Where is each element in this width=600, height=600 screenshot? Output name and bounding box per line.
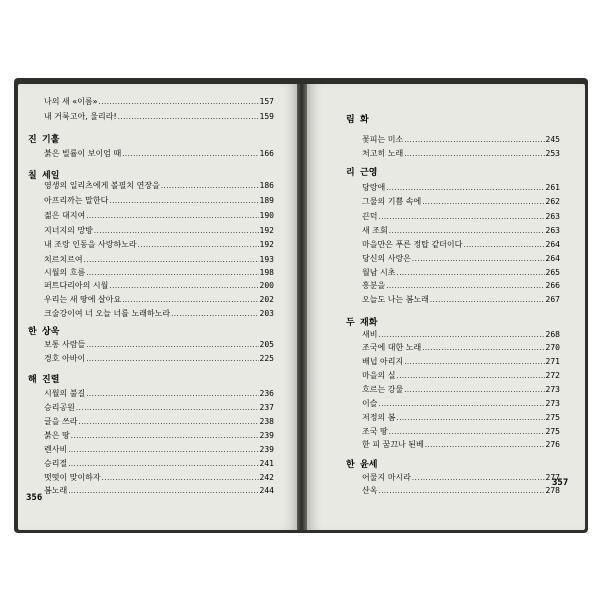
toc-entry-title: 경호 아바이: [44, 354, 86, 363]
section-author: 세일: [42, 171, 60, 181]
toc-entry: [346, 385, 560, 395]
leader-dots: [404, 149, 544, 159]
toc-entry-title: 아프리까는 말한다: [44, 196, 109, 205]
toc-entry-title: 크술강이여 너 오늘 너를 노래하노라: [44, 309, 171, 318]
toc-entry: [28, 226, 274, 236]
toc-entry-page: 198: [259, 268, 274, 277]
toc-entry-page: 278: [545, 486, 560, 495]
toc-entry-title: 어물지 마시라: [362, 473, 411, 482]
section-mark: 한: [346, 460, 355, 470]
toc-entry-page: 271: [545, 357, 560, 366]
toc-entry-page: 276: [545, 440, 560, 449]
toc-section-heading: [28, 375, 274, 385]
toc-entry-title: 조국 땅: [362, 427, 388, 436]
toc-entry-page: 244: [259, 486, 274, 495]
toc-entry: [346, 240, 560, 250]
toc-entry: [346, 281, 560, 291]
toc-entry-page: 205: [259, 340, 274, 349]
leader-dots: [389, 427, 545, 437]
toc-entry-page: 267: [545, 295, 560, 304]
toc-entry-title: 끈덕: [362, 212, 378, 221]
toc-entry-title: 이슬: [362, 399, 378, 408]
toc-entry-page: 200: [259, 281, 274, 290]
leader-dots: [378, 486, 544, 496]
toc-entry-page: 237: [259, 403, 274, 412]
leader-dots: [404, 357, 544, 367]
leader-dots: [404, 135, 544, 145]
toc-entry: [346, 427, 560, 437]
toc-entry: [28, 417, 274, 427]
toc-entry: [346, 486, 560, 496]
toc-entry: [346, 197, 560, 207]
toc-entry: [28, 309, 274, 319]
toc-entry-page: 189: [259, 196, 274, 205]
toc-entry-title: 내 거룩고아, 울리라!: [44, 112, 117, 121]
toc-entry-page: 272: [545, 371, 560, 380]
toc-entry: [346, 413, 560, 423]
toc-entry-page: 263: [545, 226, 560, 235]
toc-entry: [346, 135, 560, 145]
toc-entry: [346, 254, 560, 264]
leader-dots: [463, 240, 544, 250]
toc-entry-title: 마을만은 푸른 정탑 같더이다: [362, 240, 463, 249]
toc-section-heading: [346, 168, 560, 178]
toc-entry-title: 저정의 봄: [362, 413, 396, 422]
toc-entry-page: 238: [259, 417, 274, 426]
leader-dots: [378, 399, 544, 409]
toc-entry: [28, 473, 274, 483]
section-author: 상욱: [42, 327, 60, 337]
toc-entry: [28, 268, 274, 278]
toc-entry: [28, 354, 274, 364]
toc-entry-title: 글을 쓰라: [44, 417, 78, 426]
leader-dots: [396, 371, 544, 381]
toc-entry-title: 흐르는 강물: [362, 385, 404, 394]
leader-dots: [122, 149, 258, 159]
toc-entry-title: 시월의 불길: [44, 389, 86, 398]
leader-dots: [422, 343, 544, 353]
toc-entry: [346, 268, 560, 278]
toc-entry-title: 붉은 땅: [44, 431, 70, 440]
toc-entry: [28, 112, 274, 122]
leader-dots: [102, 473, 259, 483]
section-author: 화: [360, 115, 369, 125]
toc-entry-page: 277: [545, 473, 560, 482]
section-mark: 리: [346, 168, 355, 178]
toc-section-heading: [346, 460, 560, 470]
toc-entry-page: 190: [259, 211, 274, 220]
toc-entry-page: 242: [259, 473, 274, 482]
leader-dots: [68, 445, 258, 455]
toc-entry-page: 236: [259, 389, 274, 398]
toc-entry-title: 새 조회: [362, 226, 388, 235]
toc-entry-page: 157: [259, 97, 274, 106]
leader-dots: [78, 417, 258, 427]
section-author: 근영: [360, 168, 378, 178]
toc-entry: [346, 343, 560, 353]
toc-entry-page: 264: [545, 240, 560, 249]
book-gutter: [297, 84, 307, 530]
toc-entry-title: 붉은 빌률이 보이엄 때: [44, 149, 122, 158]
leader-dots: [386, 183, 544, 193]
leader-dots: [422, 197, 544, 207]
leader-dots: [76, 403, 259, 413]
toc-entry-page: 263: [545, 212, 560, 221]
toc-section-heading: [346, 115, 560, 125]
leader-dots: [138, 240, 259, 250]
toc-entry-title: 월남 시초: [362, 268, 396, 277]
leader-dots: [94, 226, 259, 236]
toc-section-heading: [28, 135, 274, 145]
toc-entry-title: 배넙 아리지: [362, 357, 404, 366]
toc-entry-page: 239: [259, 445, 274, 454]
leader-dots: [86, 389, 258, 399]
toc-entry: [346, 183, 560, 193]
leader-dots: [68, 486, 258, 496]
section-mark: 림: [346, 115, 355, 125]
leader-dots: [171, 309, 258, 319]
toc-entry: [346, 357, 560, 367]
toc-entry-title: 치르치르여: [44, 255, 83, 264]
toc-entry: [346, 330, 560, 340]
toc-entry-title: 영생의 일리츠에게 볼필치 연장을: [44, 181, 160, 190]
toc-entry-title: 젊은 대지여: [44, 211, 86, 220]
toc-entry-title: 봄노래: [44, 486, 68, 495]
toc-entry-page: 225: [259, 354, 274, 363]
toc-entry-page: 186: [259, 181, 274, 190]
leader-dots: [389, 226, 545, 236]
section-author: 기훌: [42, 135, 60, 145]
toc-entry: [28, 403, 274, 413]
toc-entry-page: 266: [545, 281, 560, 290]
toc-entry-page: 273: [545, 399, 560, 408]
toc-entry-page: 264: [545, 254, 560, 263]
section-mark: 진: [28, 135, 37, 145]
toc-entry-page: 270: [545, 343, 560, 352]
leader-dots: [86, 340, 258, 350]
leader-dots: [68, 459, 258, 469]
toc-section-heading: [28, 171, 274, 181]
toc-section-heading: [346, 318, 560, 328]
left-page-number: 356: [26, 493, 43, 503]
toc-entry-title: 퍼트다리아의 시월: [44, 281, 109, 290]
toc-entry: [28, 281, 274, 291]
section-mark: 한: [28, 327, 37, 337]
toc-entry-page: 193: [259, 255, 274, 264]
toc-entry: [346, 371, 560, 381]
toc-entry-title: 당신의 사랑은: [362, 254, 411, 263]
leader-dots: [109, 281, 258, 291]
toc-entry: [346, 226, 560, 236]
toc-entry-page: 261: [545, 183, 560, 192]
toc-entry-title: 시월의 흐름: [44, 268, 86, 277]
toc-entry-title: 우리는 새 땅에 살아요: [44, 295, 122, 304]
toc-entry-title: 승리공원: [44, 403, 75, 412]
toc-entry: [28, 211, 274, 221]
leader-dots: [71, 431, 259, 441]
right-page-number: 357: [552, 478, 569, 488]
toc-entry: [346, 149, 560, 159]
toc-entry: [346, 212, 560, 222]
toc-entry-page: 273: [545, 385, 560, 394]
toc-entry: [28, 97, 274, 107]
leader-dots: [396, 413, 544, 423]
toc-entry: [346, 473, 560, 483]
toc-entry-title: 지너지의 망방: [44, 226, 93, 235]
toc-entry-title: 조국에 대한 노래: [362, 343, 422, 352]
leader-dots: [430, 295, 545, 305]
leader-dots: [386, 281, 544, 291]
section-mark: 해: [28, 375, 37, 385]
toc-entry-page: 239: [259, 431, 274, 440]
toc-section-heading: [28, 327, 274, 337]
toc-entry-page: 202: [259, 295, 274, 304]
toc-entry-title: 흥분을: [362, 281, 386, 290]
toc-entry-page: 241: [259, 459, 274, 468]
leader-dots: [378, 330, 544, 340]
toc-entry-page: 262: [545, 197, 560, 206]
toc-entry-page: 275: [545, 413, 560, 422]
toc-entry-page: 268: [545, 330, 560, 339]
section-mark: 칠: [28, 171, 37, 181]
leader-dots: [412, 254, 545, 264]
toc-entry-page: 192: [259, 240, 274, 249]
toc-entry-page: 265: [545, 268, 560, 277]
leader-dots: [84, 255, 259, 265]
leader-dots: [412, 473, 545, 483]
toc-entry-title: 나의 새 «이름»: [44, 97, 98, 106]
toc-entry: [28, 459, 274, 469]
toc-entry-page: 275: [545, 427, 560, 436]
toc-entry: [346, 399, 560, 409]
section-author: 진렬: [42, 375, 60, 385]
toc-entry-title: 새비: [362, 330, 378, 339]
toc-entry-title: 한 피 꿈끄나 된베: [362, 440, 424, 449]
toc-entry-title: 그물의 기쁨 속에: [362, 197, 422, 206]
section-mark: 두: [346, 318, 355, 328]
toc-entry: [346, 295, 560, 305]
leader-dots: [118, 112, 259, 122]
toc-entry-title: 꽃피는 미소: [362, 135, 404, 144]
leader-dots: [86, 268, 258, 278]
toc-entry-title: 당랑애: [362, 183, 386, 192]
toc-entry-title: 처고히 노래: [362, 149, 404, 158]
toc-entry: [28, 149, 274, 159]
leader-dots: [378, 212, 544, 222]
toc-entry-title: 내 조랑 인동을 사랑하노라: [44, 240, 137, 249]
toc-entry: [28, 486, 274, 496]
toc-entry: [28, 431, 274, 441]
toc-entry: [28, 255, 274, 265]
toc-entry-page: 192: [259, 226, 274, 235]
toc-entry-page: 203: [259, 309, 274, 318]
toc-entry-page: 245: [545, 135, 560, 144]
leader-dots: [109, 196, 258, 206]
toc-entry: [28, 196, 274, 206]
toc-entry: [28, 340, 274, 350]
leader-dots: [396, 268, 544, 278]
toc-entry-title: 마을의 실: [362, 371, 396, 380]
toc-entry-page: 159: [259, 112, 274, 121]
leader-dots: [404, 385, 544, 395]
toc-entry: [346, 440, 560, 450]
toc-entry: [28, 445, 274, 455]
leader-dots: [99, 97, 259, 107]
leader-dots: [86, 354, 258, 364]
toc-entry-page: 166: [259, 149, 274, 158]
leader-dots: [161, 181, 259, 191]
toc-entry-title: 떳떳이 맞이하자: [44, 473, 101, 482]
toc-entry: [28, 389, 274, 399]
toc-entry-title: 오늘도 나는 봄노래: [362, 295, 429, 304]
toc-entry-page: 253: [545, 149, 560, 158]
toc-entry-title: 산옥: [362, 486, 378, 495]
section-author: 윤세: [360, 460, 378, 470]
toc-entry: [28, 295, 274, 305]
toc-entry-title: 승리절: [44, 459, 68, 468]
leader-dots: [86, 211, 258, 221]
toc-entry-title: 렌사비: [44, 445, 68, 454]
toc-entry: [28, 240, 274, 250]
section-author: 재화: [360, 318, 378, 328]
leader-dots: [425, 440, 545, 450]
leader-dots: [122, 295, 258, 305]
toc-entry-title: 보통 사람들: [44, 340, 86, 349]
toc-entry: [28, 181, 274, 191]
